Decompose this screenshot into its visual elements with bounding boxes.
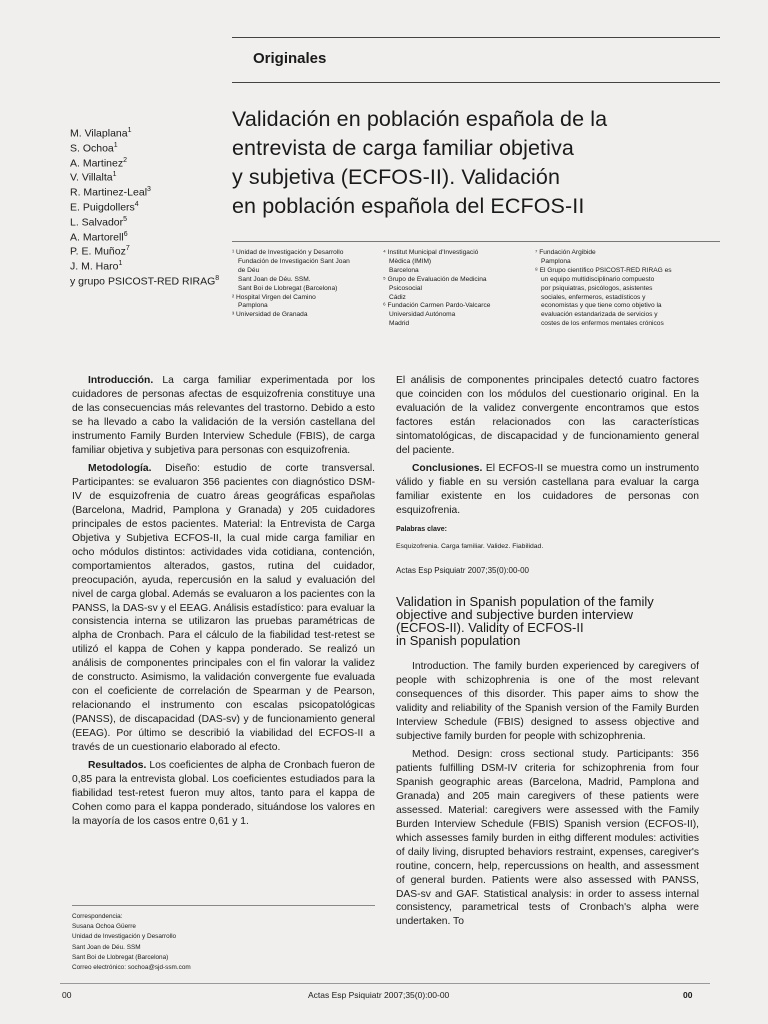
keywords-label: Palabras clave: [396,526,447,534]
page-number-left: 00 [62,990,72,1000]
title-line: entrevista de carga familiar objetiva [232,136,574,160]
author: S. Ochoa$^1$ [70,141,118,155]
abstract-conclusions: Conclusiones. El ECFOS-II se muestra como un instrumento válido y fiable en su versión castellana para evaluar la carga familiar existente en los cuidadores de personas con esquizofrenia. [396,463,699,517]
author: P. E. Muñoz$^7$ [70,245,130,258]
affiliation-line: un equipo multidisciplinario compuesto [541,275,655,283]
author: E. Puigdollers$^4$ [70,200,139,214]
affiliation-line: ⁵ Grupo de Evaluación de Medicina [383,275,487,283]
abstract-en-intro: Introduction. The family burden experienced by caregivers of people with schizophrenia is one of the most relevant consequences of this disorder. This paper aims to show the validity and reliability of the Spanish version of the Family Burden Interview Schedule (FBIS) designed to assess objective and subjective family burden for people with schizophrenia. [396,661,699,742]
results-label: Resultados. [88,760,147,772]
english-title-line: (ECFOS-II). Validity of ECFOS-II [396,620,584,635]
english-title-line: in Spanish population [396,633,521,648]
title-line: Validación en población española de la [232,107,608,131]
affiliation-line: Sant Joan de Déu. SSM. [238,275,311,283]
conclusions-label: Conclusiones. [412,463,483,475]
abstract-results-cont: El análisis de componentes principales detectó cuatro factores que coinciden con los módulos del cuestionario original. En la evaluación de la validez convergente encontramos que estos factores están relacionados con las características sintomatológicas, de discapacidad y de funcionamiento general del paciente. [396,375,699,456]
intro-label: Introducción. [88,375,154,386]
affiliation-line: Mèdica (IMIM) [389,257,432,265]
affiliation-line: costes de los enfermos mentales crónicos [541,320,664,328]
author: A. Martinez$^2$ [70,156,128,170]
affiliation-line: Cádiz [389,293,406,301]
affiliation-rule [232,241,720,242]
author: R. Martinez-Leal$^3$ [70,186,151,199]
affiliation-line: Universidad Autónoma [389,311,456,319]
affiliations-col-2 [383,249,490,329]
affiliation-line: Fundación de Investigación Sant Joan [238,257,350,265]
affiliation-line: Barcelona [389,266,419,274]
affiliation-line: ⁸ El Grupo científico PSICOST-RED RIRAG es [535,266,672,274]
correspondence: Correspondencia: Susana Ochoa Güerre Unidad de Investigación y Desarrollo Sant Joan de Déu. SSM Sant Boi de Llobregat (Barcelona) Correo electrónico: sochoa@sjd-ssm.com [72,913,191,972]
affiliation-line: Pamplona [238,302,268,310]
affiliation-line: Sant Boi de Llobregat (Barcelona) [238,284,338,292]
affiliations-col-3 [535,249,672,329]
affiliation-line: Psicosocial [389,284,422,292]
title-line: y subjetiva (ECFOS-II). Validación [232,165,560,189]
affiliation-line: sociales, enfermeros, estadísticos y [541,293,646,301]
affiliation-line: Madrid [389,320,410,328]
affiliation-line: economistas y que tiene como objetivo la [541,302,662,310]
abstract-es-col2 [396,374,699,578]
abstract-results: Resultados. Los coeficientes de alpha de Cronbach fueron de 0,85 para la entrevista global. Los coeficientes estudiados para la fiabilidad test-retest fueron muy altos, tanto para el kappa de Cohen como para el kappa ponderado, situándose los valores en la mayoría de los casos entre 0,61 y 1. [72,760,375,828]
affiliation-line: de Déu [238,266,260,274]
abstract-en [396,660,699,934]
abstract-es-col1 [72,374,375,834]
keywords: Esquizofrenia. Carga familiar. Validez. Fiabilidad. [396,542,544,550]
method-label: Metodología. [88,463,152,475]
author: J. M. Haro$^1$ [70,260,123,273]
affiliation-line: ⁶ Fundación Carmen Pardo-Valcarce [383,302,491,310]
author: V. Villalta$^1$ [70,171,117,184]
affiliation-line: ¹ Unidad de Investigación y Desarrollo [232,249,344,256]
affiliation-line: ³ Universidad de Granada [232,311,308,319]
title-line: en población española del ECFOS-II [232,194,585,218]
affiliation-line: evaluación estandarizada de servicios y [541,311,658,319]
footer-rule [60,983,710,984]
citation: Actas Esp Psiquiatr 2007;35(0):00-00 [396,565,529,575]
section-rule [232,82,720,83]
author-list [70,125,219,288]
english-title [396,595,716,647]
affiliation-line: Pamplona [541,257,571,265]
header-rule [232,37,720,38]
correspondence-rule [72,905,375,906]
abstract-method: Metodología. Diseño: estudio de corte transversal. Participantes: se evaluaron 356 pacientes con diagnóstico DSM-IV de esquizofrenia de cuatro áreas geográficas españolas (Barcelona, Madrid, Pamplona y Granada) y 205 cuidadores principales de estos pacientes. Material: la Entrevista de Carga Objetiva y Subjetiva ECFOS-II, la cual mide carga familiar en ocho módulos distintos: actividades vida cotidiana, contención, comportamientos alterados, gastos, rutina del cuidador, preocupación, ayuda, repercusión en la salud y evaluación del nivel de carga global. Además se evaluaron a los pacientes con la PANSS, la DAS-sv y el EEAG. Análisis estadístico: para evaluar la consistencia interna se utilizaron las pruebas paramétricas de alpha de Cronbach. Para el cálculo de la fiabilidad test-retest se utilizó el kappa de Cohen y kappa ponderado. Se realizó un análisis de componentes principales con el fin valorar la validez de constructo. Asimismo, la validación convergente fue evaluada con el coeficiente de correlación de Spearman y de Pearson, relacionando el instrumento con escalas psicopatológicas (PANSS), de discapacidad (DAS-sv) y de funcionamiento general (EEAG). Por último se describió la viabilidad del ECFOS-II a través de un cuestionario elaborado al efecto. [72,463,375,753]
affiliation-line: por psiquiatras, psicólogos, asistentes [541,284,653,292]
english-title-line: Validation in Spanish population of the family [396,594,654,609]
author: A. Martorell$^6$ [70,230,128,244]
english-title-line: objective and subjective burden interview [396,607,634,622]
article-title [232,105,722,221]
abstract-en-method: Method. Design: cross sectional study. Participants: 356 patients fulfilling DSM-IV criteria for schizophrenia from four Spanish geographic areas (Barcelona, Madrid, Pamplona and Granada) and 205 main caregivers of these patients were assessed. Material: caregivers were assessed with the Family Burden Interview Schedule (FBIS) Spanish version (ECFOS-II), which assesses family burden in eithg different modules: activities of daily living, disrupted behaviors restraint, expenses, caregiver's routine, concern, help, repercussions on health, and assessment of general burden. Patients were also assessed with PANSS, DAS-sv and GAF. Statistical analysis: in order to assess internal consistency, parametrical tests of Cronbach's alpha were undertaken. To [396,749,699,928]
affiliation-line: ² Hospital Virgen del Camino [232,293,316,301]
page-number-right: 00 [683,990,693,1000]
footer-citation: Actas Esp Psiquiatr 2007;35(0):00-00 [308,990,450,1000]
section-label: Originales [253,50,327,67]
affiliation-line: ⁷ Fundación Argibide [535,249,596,256]
author: L. Salvador$^5$ [70,215,128,229]
author: y grupo PSICOST-RED RIRAG$^8$ [70,274,220,288]
affiliations-col-1 [232,249,350,320]
abstract-intro: Introducción. La carga familiar experimentada por los cuidadores de personas afectas de esquizofrenia constituye una de las consecuencias más relevantes del trastorno. Debido a esto se ha llevado a cabo la validación de la versión castellana del instrumento Family Burden Interview Schedule (FBIS), de carga familiar objetiva y subjetiva para personas con esquizofrenia. [72,375,375,456]
affiliation-line: ⁴ Institut Municipal d'Investigació [383,249,479,256]
author: M. Vilaplana$^1$ [70,127,132,140]
